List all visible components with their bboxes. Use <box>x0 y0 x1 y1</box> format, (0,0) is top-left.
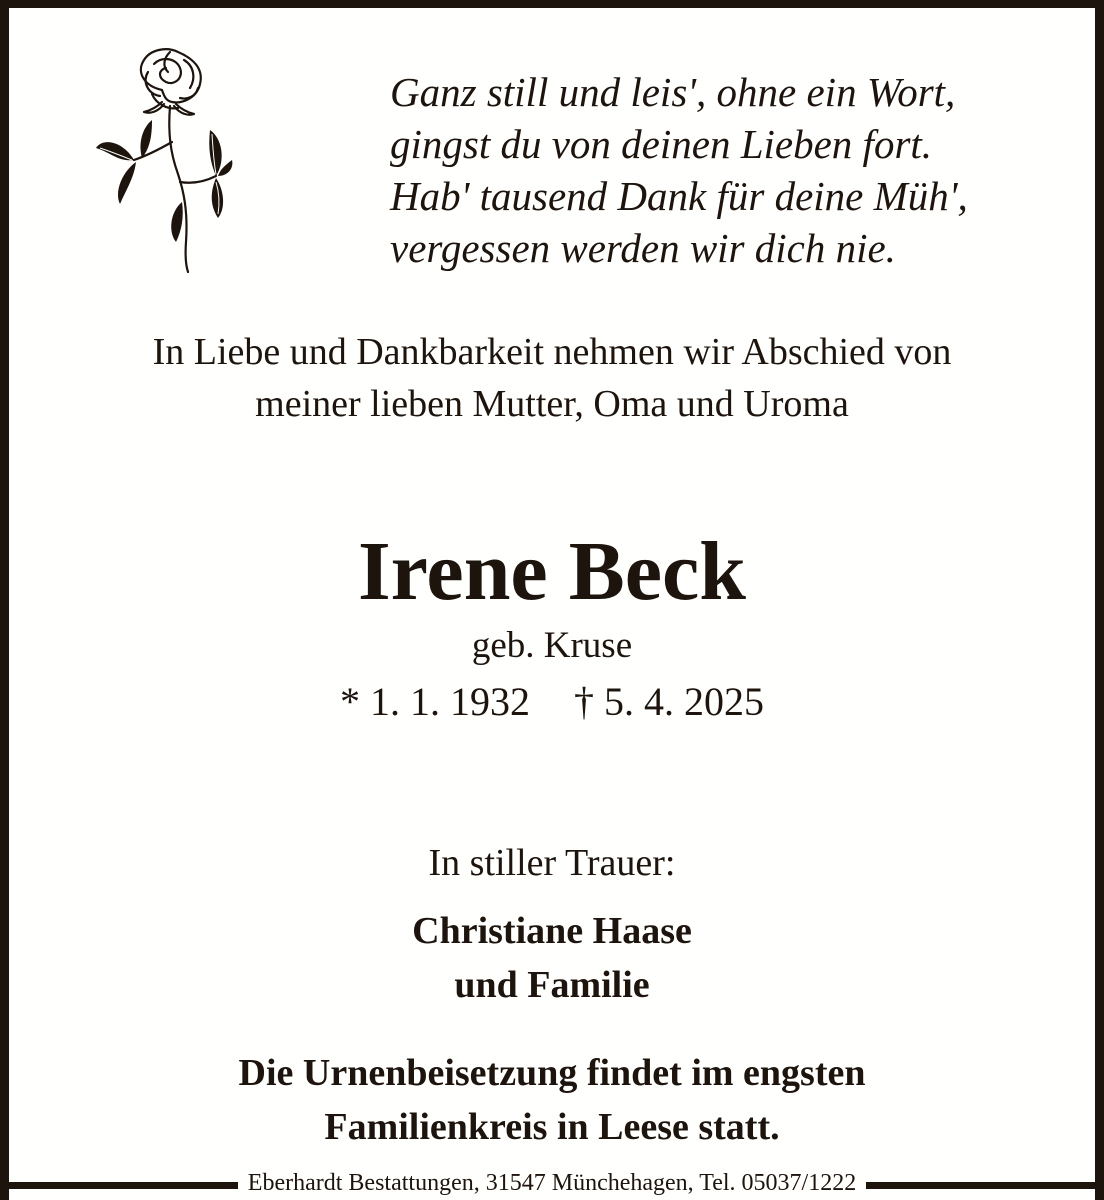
burial-notice <box>0 1046 1104 1154</box>
poem-line: Ganz still und leis', ohne ein Wort, <box>390 69 956 115</box>
poem-line: gingst du von deinen Lieben fort. <box>390 121 933 167</box>
birth-date: * 1. 1. 1932 <box>340 679 530 724</box>
poem-line: Hab' tausend Dank für deine Müh', <box>390 173 968 219</box>
footer-rule <box>9 1182 238 1189</box>
intro-line: meiner lieben Mutter, Oma und Uroma <box>255 383 849 425</box>
poem <box>390 66 1090 274</box>
birth-name: geb. Kruse <box>471 625 633 666</box>
poem-line: vergessen werden wir dich nie. <box>390 225 896 271</box>
farewell-intro <box>0 326 1104 430</box>
life-dates <box>0 676 1104 728</box>
footer-rule <box>866 1182 1095 1189</box>
rose-icon <box>92 42 234 274</box>
funeral-home-contact: Eberhardt Bestattungen, 31547 Münchehagen, Tel. 05037/1222 <box>247 1170 857 1196</box>
mourner-name: und Familie <box>454 964 650 1006</box>
funeral-home-footer <box>0 1166 1104 1200</box>
mourners <box>0 904 1104 1012</box>
notice-line: Die Urnenbeisetzung findet im engsten <box>238 1052 866 1094</box>
notice-line: Familienkreis in Leese statt. <box>324 1106 780 1148</box>
mourning-heading: In stiller Trauer: <box>428 842 676 884</box>
deceased-name: Irene Beck <box>357 525 747 618</box>
intro-line: In Liebe und Dankbarkeit nehmen wir Abschied von <box>152 331 952 373</box>
mourner-name: Christiane Haase <box>412 910 692 952</box>
death-date: † 5. 4. 2025 <box>574 679 764 724</box>
